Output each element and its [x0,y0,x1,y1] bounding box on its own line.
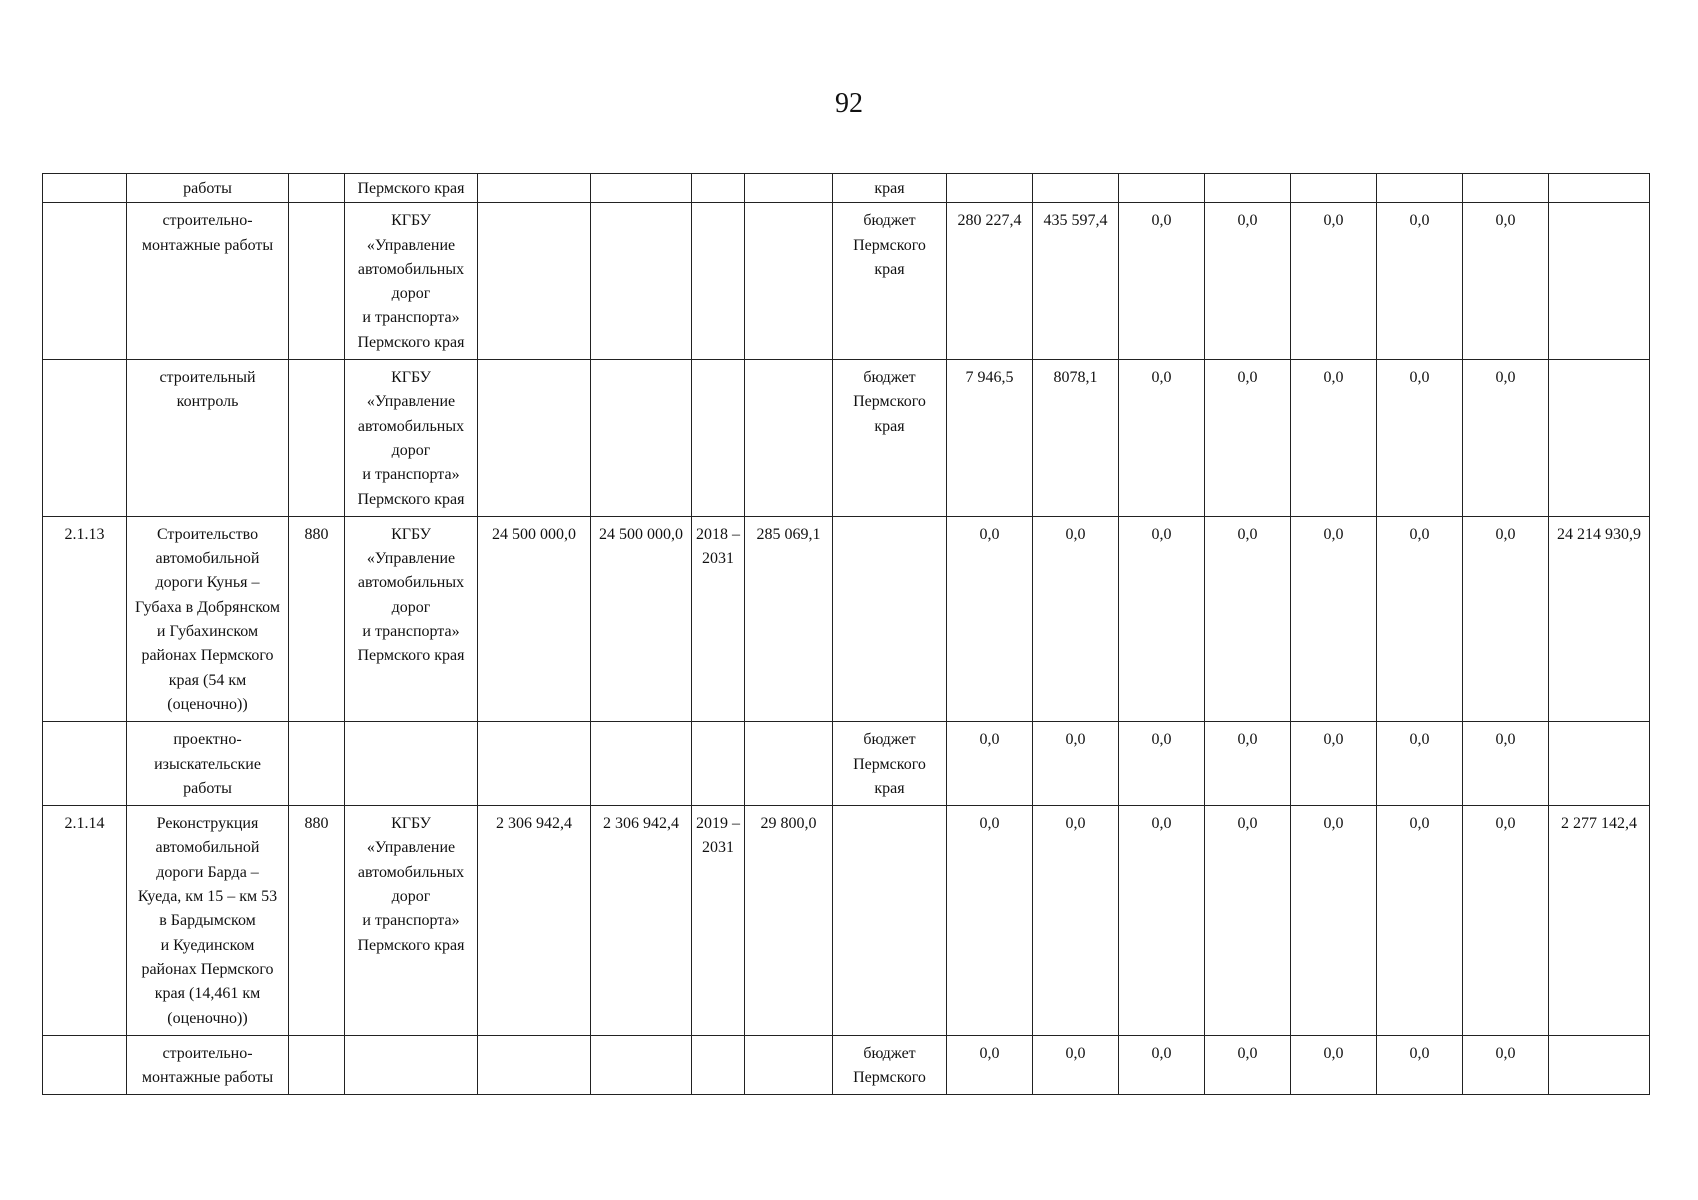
cell-year-7: 0,0 [1463,722,1549,806]
cell-executor [345,1035,478,1095]
cell-year-3: 0,0 [1119,722,1205,806]
cell-period [692,203,745,360]
cell-year-2: 0,0 [1033,722,1119,806]
cell-year-5 [1291,174,1377,203]
cell-year-6 [1377,174,1463,203]
cell-year-7: 0,0 [1463,360,1549,517]
cell-year-6: 0,0 [1377,203,1463,360]
cell-funding-source [833,806,947,1036]
cell-remainder [1549,722,1650,806]
cell-prev-years: 29 800,0 [745,806,833,1036]
cell-total-cost [478,722,591,806]
table-row [43,174,1650,203]
cell-year-7: 0,0 [1463,203,1549,360]
cell-year-4: 0,0 [1205,360,1291,517]
cell-remainder [1549,1035,1650,1095]
cell-code: 880 [289,516,345,721]
cell-year-5: 0,0 [1291,806,1377,1036]
cell-estimated-cost [591,722,692,806]
cell-remainder [1549,174,1650,203]
cell-year-2: 0,0 [1033,516,1119,721]
cell-year-2: 8078,1 [1033,360,1119,517]
cell-executor: Пермского края [345,174,478,203]
cell-remainder [1549,360,1650,517]
cell-name: проектно- изыскательские работы [127,722,289,806]
cell-number [43,203,127,360]
cell-name: строительный контроль [127,360,289,517]
cell-year-4: 0,0 [1205,1035,1291,1095]
cell-year-7: 0,0 [1463,516,1549,721]
cell-year-6: 0,0 [1377,806,1463,1036]
cell-year-1 [947,174,1033,203]
cell-executor: КГБУ «Управление автомобильных дорог и транспорта» Пермского края [345,203,478,360]
cell-year-4: 0,0 [1205,722,1291,806]
cell-total-cost [478,174,591,203]
table-row [43,1035,1650,1095]
cell-funding-source: бюджет Пермского [833,1035,947,1095]
cell-year-4: 0,0 [1205,806,1291,1036]
cell-funding-source: края [833,174,947,203]
cell-year-2 [1033,174,1119,203]
cell-year-4: 0,0 [1205,203,1291,360]
cell-period [692,1035,745,1095]
cell-total-cost [478,360,591,517]
cell-period: 2019 – 2031 [692,806,745,1036]
cell-total-cost: 2 306 942,4 [478,806,591,1036]
cell-executor: КГБУ «Управление автомобильных дорог и транспорта» Пермского края [345,360,478,517]
cell-year-6: 0,0 [1377,516,1463,721]
cell-prev-years [745,174,833,203]
cell-year-5: 0,0 [1291,203,1377,360]
cell-number [43,174,127,203]
cell-year-2: 435 597,4 [1033,203,1119,360]
cell-year-3: 0,0 [1119,203,1205,360]
cell-code [289,174,345,203]
cell-year-7: 0,0 [1463,806,1549,1036]
cell-year-5: 0,0 [1291,1035,1377,1095]
cell-prev-years: 285 069,1 [745,516,833,721]
cell-code [289,203,345,360]
cell-remainder [1549,203,1650,360]
table-row [43,360,1650,517]
cell-name: Строительство автомобильной дороги Кунья – Губаха в Добрянском и Губахинском районах Пермского края (54 км (оценочно)) [127,516,289,721]
cell-prev-years [745,722,833,806]
cell-period: 2018 – 2031 [692,516,745,721]
cell-name: строительно- монтажные работы [127,1035,289,1095]
cell-year-5: 0,0 [1291,516,1377,721]
program-table [42,173,1650,1095]
cell-number: 2.1.14 [43,806,127,1036]
table-row [43,203,1650,360]
cell-estimated-cost [591,174,692,203]
cell-year-1: 0,0 [947,1035,1033,1095]
cell-year-5: 0,0 [1291,722,1377,806]
cell-total-cost: 24 500 000,0 [478,516,591,721]
cell-year-7: 0,0 [1463,1035,1549,1095]
cell-year-5: 0,0 [1291,360,1377,517]
cell-funding-source: бюджет Пермского края [833,203,947,360]
cell-code [289,722,345,806]
cell-year-1: 0,0 [947,722,1033,806]
cell-number: 2.1.13 [43,516,127,721]
cell-code [289,1035,345,1095]
cell-year-2: 0,0 [1033,1035,1119,1095]
cell-year-3 [1119,174,1205,203]
cell-total-cost [478,203,591,360]
table-body [43,174,1650,1095]
cell-period [692,360,745,517]
cell-prev-years [745,360,833,517]
cell-code: 880 [289,806,345,1036]
page-number: 92 [835,88,863,119]
cell-year-6: 0,0 [1377,360,1463,517]
cell-period [692,174,745,203]
cell-year-1: 0,0 [947,806,1033,1036]
cell-number [43,1035,127,1095]
cell-total-cost [478,1035,591,1095]
cell-funding-source: бюджет Пермского края [833,722,947,806]
cell-estimated-cost [591,203,692,360]
cell-estimated-cost [591,360,692,517]
cell-remainder: 24 214 930,9 [1549,516,1650,721]
cell-number [43,722,127,806]
cell-estimated-cost [591,1035,692,1095]
cell-funding-source: бюджет Пермского края [833,360,947,517]
cell-estimated-cost: 2 306 942,4 [591,806,692,1036]
cell-prev-years [745,1035,833,1095]
cell-number [43,360,127,517]
cell-year-1: 0,0 [947,516,1033,721]
cell-year-1: 280 227,4 [947,203,1033,360]
table-row [43,516,1650,721]
cell-code [289,360,345,517]
cell-year-2: 0,0 [1033,806,1119,1036]
cell-executor [345,722,478,806]
cell-funding-source [833,516,947,721]
cell-year-7 [1463,174,1549,203]
cell-name: строительно- монтажные работы [127,203,289,360]
cell-year-3: 0,0 [1119,360,1205,517]
cell-period [692,722,745,806]
cell-executor: КГБУ «Управление автомобильных дорог и транспорта» Пермского края [345,806,478,1036]
cell-year-6: 0,0 [1377,722,1463,806]
cell-year-4: 0,0 [1205,516,1291,721]
cell-year-4 [1205,174,1291,203]
table-row [43,806,1650,1036]
cell-name: работы [127,174,289,203]
cell-remainder: 2 277 142,4 [1549,806,1650,1036]
table-row [43,722,1650,806]
cell-estimated-cost: 24 500 000,0 [591,516,692,721]
cell-year-3: 0,0 [1119,806,1205,1036]
cell-year-3: 0,0 [1119,516,1205,721]
cell-executor: КГБУ «Управление автомобильных дорог и транспорта» Пермского края [345,516,478,721]
cell-year-6: 0,0 [1377,1035,1463,1095]
cell-year-3: 0,0 [1119,1035,1205,1095]
cell-name: Реконструкция автомобильной дороги Барда – Куеда, км 15 – км 53 в Бардымском и Куединском районах Пермского края (14,461 км (оценочно)) [127,806,289,1036]
cell-year-1: 7 946,5 [947,360,1033,517]
cell-prev-years [745,203,833,360]
